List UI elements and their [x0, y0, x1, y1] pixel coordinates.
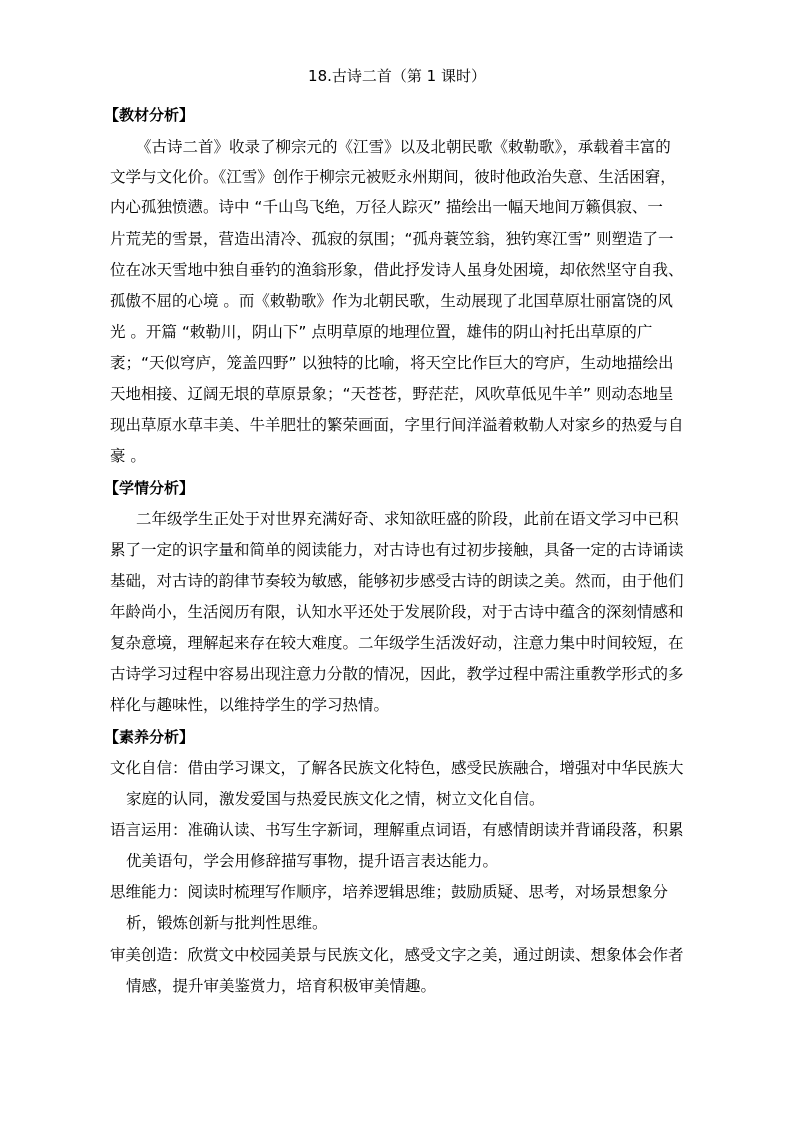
paragraph-line: 位在冰天雪地中独自垂钓的渔翁形象，借此抒发诗人虽身处困境，却依然坚守自我、 — [110, 261, 684, 279]
paragraph-line: 情感，提升审美鉴赏力，培育积极审美情趣。 — [126, 977, 437, 995]
paragraph-line: 年龄尚小，生活阅历有限，认知水平还处于发展阶段，对于古诗中蕴含的深刻情感和 — [110, 603, 684, 621]
paragraph-line: 家庭的认同，激发爱国与热爱民族文化之情，树立文化自信。 — [126, 790, 545, 808]
paragraph-line: 思维能力：阅读时梳理写作顺序，培养逻辑思维；鼓励质疑、思考，对场景想象分 — [110, 883, 669, 901]
page-title: 18.古诗二首（第 1 课时） — [308, 67, 486, 85]
paragraph-line: 析，锻炼创新与批判性思维。 — [126, 914, 328, 932]
paragraph-line: 审美创造：欣赏文中校园美景与民族文化，感受文字之美，通过朗读、想象体会作者 — [110, 946, 684, 964]
paragraph-line: 内心孤独愤懑。诗中 “千山鸟飞绝，万径人踪灭” 描绘出一幅天地间万籁俱寂、一 — [110, 198, 663, 216]
paragraph-line: 天地相接、辽阔无垠的草原景象；“天苍苍，野茫茫，风吹草低见牛羊” 则动态地呈 — [110, 385, 674, 403]
section-heading-learner-analysis: 【学情分析】 — [104, 479, 195, 497]
paragraph-line: 片荒芜的雪景，营造出清冷、孤寂的氛围；“孤舟蓑笠翁，独钓寒江雪” 则塑造了一 — [110, 230, 674, 248]
paragraph-line: 古诗学习过程中容易出现注意力分散的情况，因此，教学过程中需注重教学形式的多 — [110, 665, 684, 683]
paragraph-line: 复杂意境，理解起来存在较大难度。二年级学生活泼好动，注意力集中时间较短，在 — [110, 634, 684, 652]
section-heading-literacy-analysis: 【素养分析】 — [104, 728, 195, 746]
paragraph-line: 样化与趣味性，以维持学生的学习热情。 — [110, 696, 390, 714]
paragraph-line: 文化自信：借由学习课文，了解各民族文化特色，感受民族融合，增强对中华民族大 — [110, 759, 684, 777]
paragraph-line: 《古诗二首》收录了柳宗元的《江雪》以及北朝民歌《敕勒歌》，承载着丰富的 — [136, 138, 671, 156]
paragraph-line: 孤傲不屈的心境 。而《敕勒歌》作为北朝民歌，生动展现了北国草原壮丽富饶的风 — [110, 292, 673, 310]
paragraph-line: 累了一定的识字量和简单的阅读能力，对古诗也有过初步接触，具备一定的古诗诵读 — [110, 541, 684, 559]
paragraph-line: 袤；“天似穹庐，笼盖四野” 以独特的比喻，将天空比作巨大的穹庐，生动地描绘出 — [110, 354, 674, 372]
paragraph-line: 文学与文化价。《江雪》创作于柳宗元被贬永州期间，彼时他政治失意、生活困窘， — [110, 168, 676, 186]
paragraph-line: 现出草原水草丰美、牛羊肥壮的繁荣画面，字里行间洋溢着敕勒人对家乡的热爱与自 — [110, 416, 684, 434]
paragraph-line: 优美语句，学会用修辞描写事物，提升语言表达能力。 — [126, 852, 499, 870]
section-heading-textbook-analysis: 【教材分析】 — [104, 106, 195, 124]
paragraph-line: 二年级学生正处于对世界充满好奇、求知欲旺盛的阶段，此前在语文学习中已积 — [136, 510, 679, 528]
paragraph-line: 语言运用：准确认读、书写生字新词，理解重点词语，有感情朗读并背诵段落，积累 — [110, 821, 684, 839]
paragraph-line: 豪 。 — [110, 447, 146, 465]
paragraph-line: 光 。开篇 “敕勒川，阴山下” 点明草原的地理位置，雄伟的阴山衬托出草原的广 — [110, 323, 653, 341]
paragraph-line: 基础，对古诗的韵律节奏较为敏感，能够初步感受古诗的朗读之美。然而，由于他们 — [110, 572, 684, 590]
